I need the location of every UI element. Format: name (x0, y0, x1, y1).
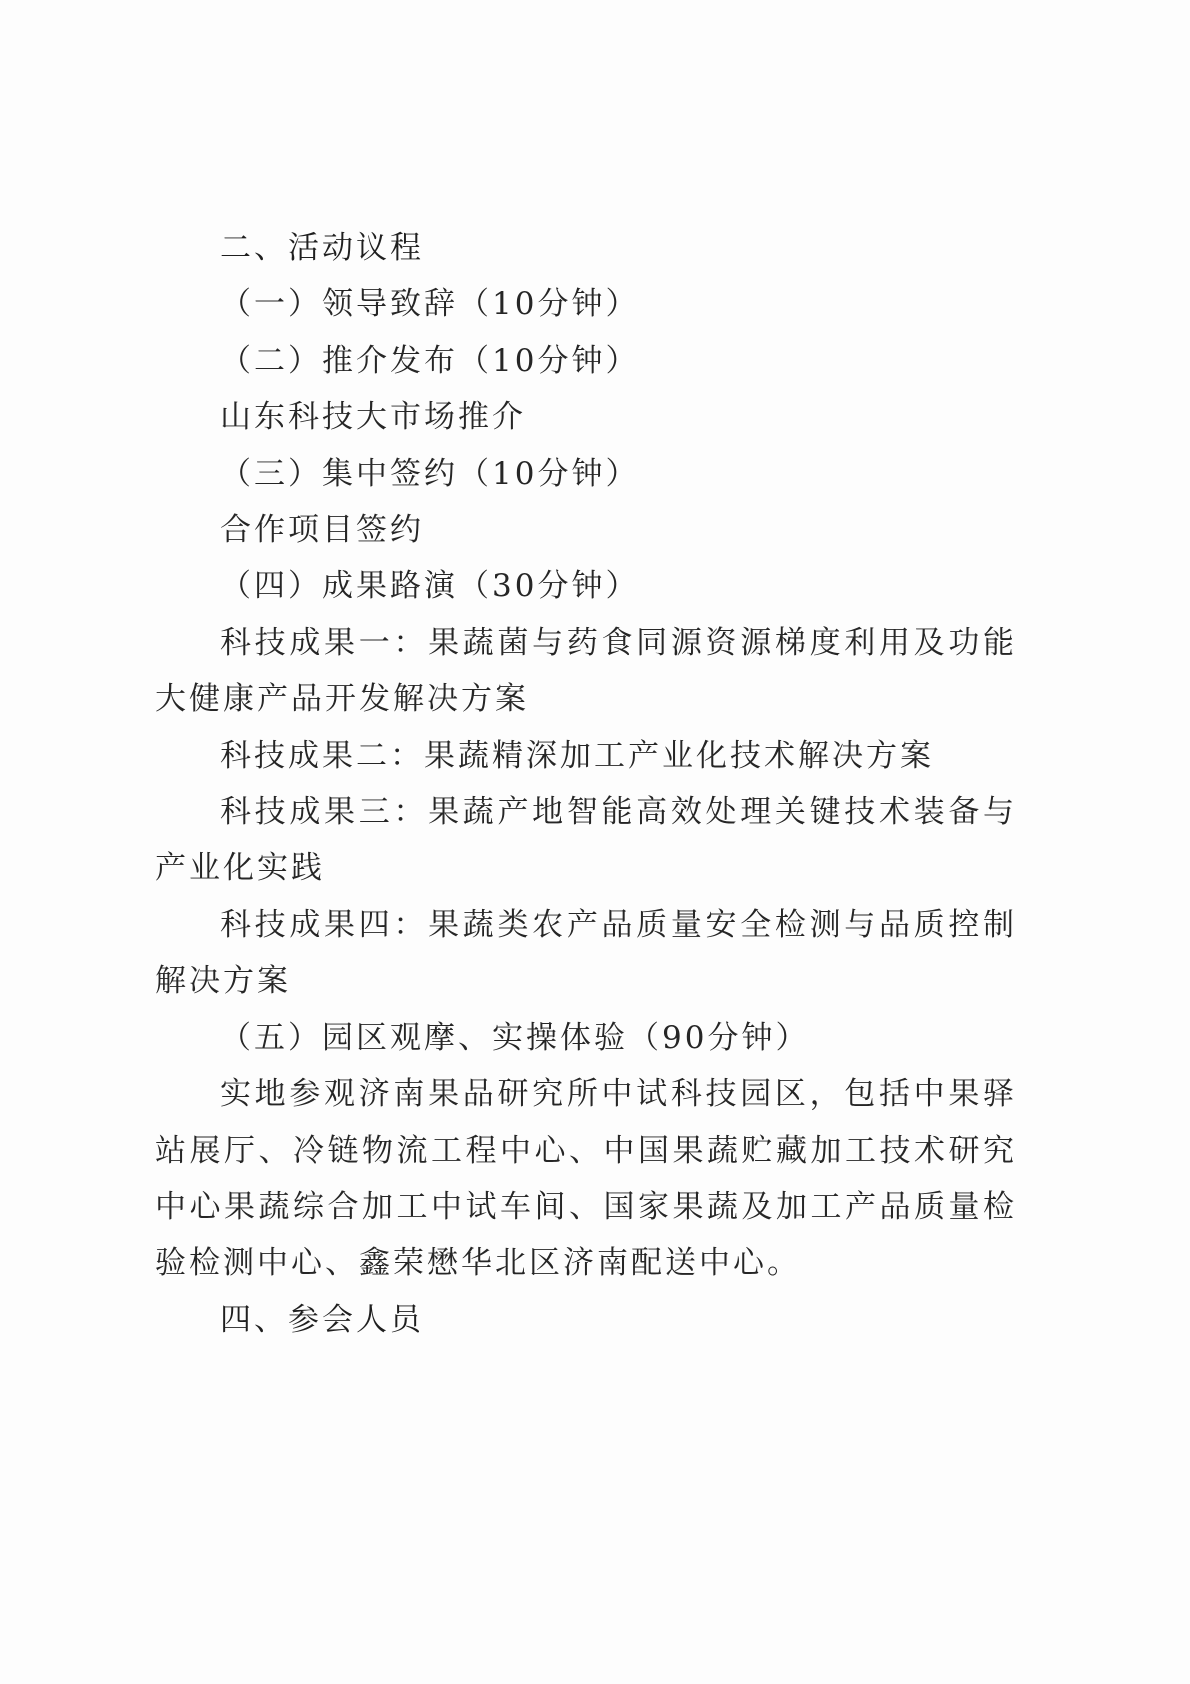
agenda-item-promotion: （二）推介发布（10分钟） (220, 342, 640, 379)
achievement-one: 科技成果一：果蔬菌与药食同源资源梯度利用及功能大健康产品开发解决方案 (155, 624, 1017, 718)
achievement-three: 科技成果三：果蔬产地智能高效处理关键技术装备与产业化实践 (155, 794, 1017, 887)
agenda-detail-promotion: 山东科技大市场推介 (220, 399, 526, 436)
agenda-item-park-visit: （五）园区观摩、实操体验（90分钟） (220, 1019, 810, 1056)
agenda-item-signing: （三）集中签约（10分钟） (220, 455, 640, 492)
section-heading-agenda: 二、活动议程 (220, 230, 424, 266)
agenda-item-roadshow: （四）成果路演（30分钟） (220, 568, 640, 605)
agenda-detail-signing: 合作项目签约 (220, 512, 424, 549)
document-body (155, 220, 1017, 1348)
section-heading-attendees: 四、参会人员 (220, 1301, 424, 1338)
agenda-item-leader-speech: （一）领导致辞（10分钟） (220, 286, 640, 323)
achievement-four: 科技成果四：果蔬类农产品质量安全检测与品质控制解决方案 (155, 906, 1017, 1000)
achievement-two: 科技成果二：果蔬精深加工产业化技术解决方案 (220, 737, 934, 774)
agenda-detail-park-visit: 实地参观济南果品研究所中试科技园区，包括中果驿站展厅、冷链物流工程中心、中国果蔬贮藏加工技术研究中心果蔬综合加工中试车间、国家果蔬及加工产品质量检验检测中心、鑫荣懋华北区济南配送中心。 (155, 1076, 1017, 1282)
